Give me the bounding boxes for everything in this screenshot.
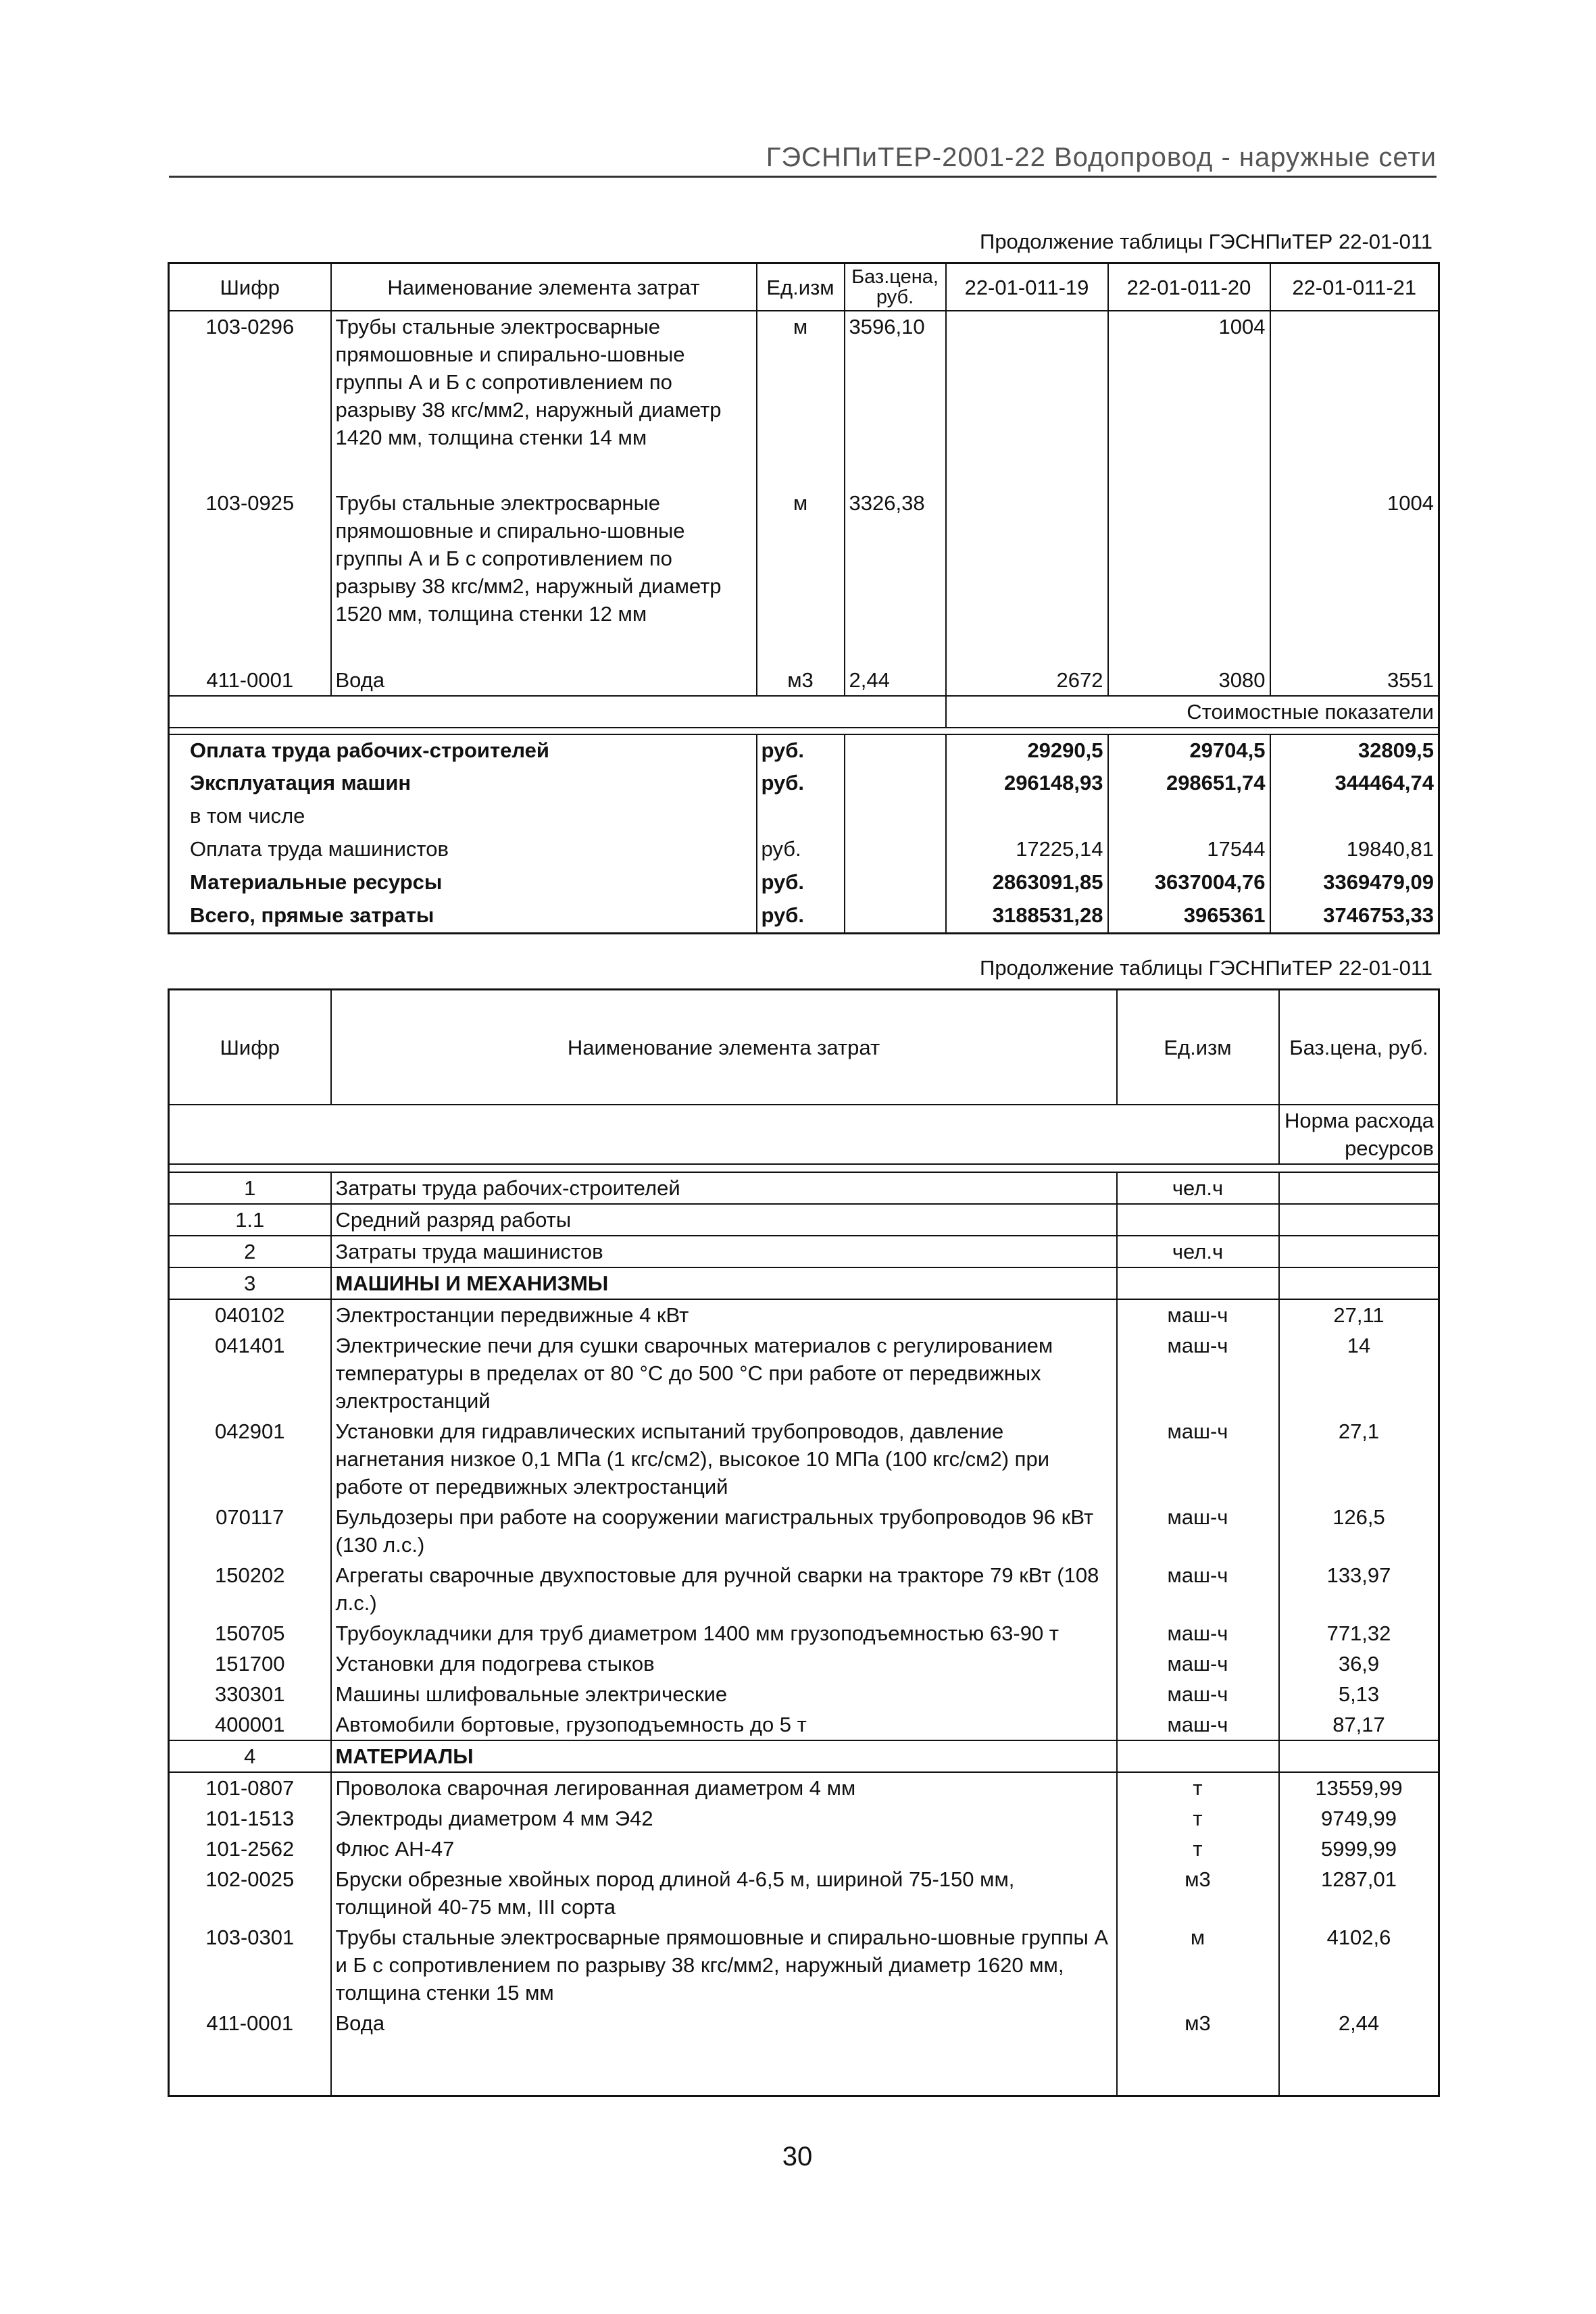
- row-price: 126,5: [1279, 1502, 1439, 1560]
- cost-row: [169, 867, 1439, 900]
- table2-column-header: Наименование элемента затрат: [331, 990, 1117, 1105]
- row-unit: маш-ч: [1117, 1618, 1279, 1649]
- row-unit: маш-ч: [1117, 1416, 1279, 1502]
- cost-value-21: 3369479,09: [1270, 867, 1439, 900]
- cost-value-19: 3188531,28: [946, 900, 1108, 933]
- cost-value-19: 2863091,85: [946, 867, 1108, 900]
- table-row: [169, 1172, 1439, 1204]
- row-name: Трубоукладчики для труб диаметром 1400 мм грузоподъемностью 63-90 т: [331, 1618, 1117, 1649]
- row-unit: м3: [757, 665, 845, 696]
- row-price: 5999,99: [1279, 1834, 1439, 1864]
- row-name: Электростанции передвижные 4 кВт: [331, 1299, 1117, 1330]
- cost-name: Всего, прямые затраты: [169, 900, 757, 933]
- running-header-title: ГЭСНПиТЕР-2001-22 Водопровод - наружные сети: [766, 143, 1437, 172]
- row-name: Затраты труда рабочих-строителей: [331, 1172, 1117, 1204]
- table-row: [169, 1834, 1439, 1864]
- row-name: Электрические печи для сушки сварочных материалов с регулированием температуры в пределах от 80 °С до 500 °С при работе от передвижных электростанций: [331, 1330, 1117, 1416]
- row-code: 103-0301: [169, 1922, 331, 2008]
- cost-empty: [845, 834, 946, 867]
- running-header: [169, 143, 1437, 178]
- cost-value-20: 3637004,76: [1108, 867, 1270, 900]
- table-row: [169, 1922, 1439, 2008]
- row-name: Установки для подогрева стыков: [331, 1649, 1117, 1679]
- row-name: Электроды диаметром 4 мм Э42: [331, 1803, 1117, 1834]
- cost-row: [169, 834, 1439, 867]
- row-name: Вода: [331, 2008, 1117, 2096]
- table1-column-header: 22-01-011-19: [946, 263, 1108, 311]
- table-row: [169, 1330, 1439, 1416]
- cost-unit: руб.: [757, 867, 845, 900]
- cost-unit: руб.: [757, 834, 845, 867]
- row-unit: чел.ч: [1117, 1172, 1279, 1204]
- row-name: Бульдозеры при работе на сооружении магистральных трубопроводов 96 кВт (130 л.с.): [331, 1502, 1117, 1560]
- row-unit: м3: [1117, 1864, 1279, 1922]
- cost-value-21: 344464,74: [1270, 768, 1439, 801]
- cost-name: Оплата труда рабочих-строителей: [169, 734, 757, 768]
- table-row: [169, 1299, 1439, 1330]
- resource-table-1: [168, 262, 1440, 934]
- table-row: [169, 488, 1439, 665]
- row-name: Автомобили бортовые, грузоподъемность до 5 т: [331, 1709, 1117, 1740]
- cost-empty: [845, 867, 946, 900]
- row-code: 101-2562: [169, 1834, 331, 1864]
- row-value-19: [946, 311, 1108, 488]
- table-row: [169, 1740, 1439, 1772]
- cost-value-20: 298651,74: [1108, 768, 1270, 801]
- cost-row: [169, 734, 1439, 768]
- table2-column-header: Баз.цена, руб.: [1279, 990, 1439, 1105]
- divider-cell: [169, 728, 1439, 734]
- row-value-19: [946, 488, 1108, 665]
- row-code: 040102: [169, 1299, 331, 1330]
- cost-name: Материальные ресурсы: [169, 867, 757, 900]
- row-unit: чел.ч: [1117, 1236, 1279, 1267]
- row-name: Затраты труда машинистов: [331, 1236, 1117, 1267]
- cost-value-19: 17225,14: [946, 834, 1108, 867]
- row-price: 4102,6: [1279, 1922, 1439, 2008]
- cost-value-20: 29704,5: [1108, 734, 1270, 768]
- row-code: 102-0025: [169, 1864, 331, 1922]
- cost-row: [169, 801, 1439, 834]
- table2-caption: Продолжение таблицы ГЭСНПиТЕР 22-01-011: [980, 956, 1432, 980]
- cost-unit: руб.: [757, 900, 845, 933]
- row-code: 151700: [169, 1649, 331, 1679]
- row-unit: м: [1117, 1922, 1279, 2008]
- row-code: 4: [169, 1740, 331, 1772]
- row-unit: [1117, 1267, 1279, 1299]
- row-code: 411-0001: [169, 2008, 331, 2096]
- row-price: 5,13: [1279, 1679, 1439, 1709]
- row-price: 2,44: [1279, 2008, 1439, 2096]
- row-price: [1279, 1740, 1439, 1772]
- row-unit: [1117, 1204, 1279, 1236]
- row-name: Машины шлифовальные электрические: [331, 1679, 1117, 1709]
- row-value-20: 1004: [1108, 311, 1270, 488]
- row-price: 27,11: [1279, 1299, 1439, 1330]
- table-row: [169, 1618, 1439, 1649]
- row-price: 36,9: [1279, 1649, 1439, 1679]
- table-row: [169, 311, 1439, 488]
- row-value-21: [1270, 311, 1439, 488]
- row-code: 3: [169, 1267, 331, 1299]
- table2-column-header: Ед.изм: [1117, 990, 1279, 1105]
- row-unit: м: [757, 488, 845, 665]
- row-unit: т: [1117, 1772, 1279, 1803]
- row-value-19: 2672: [946, 665, 1108, 696]
- row-code: 150705: [169, 1618, 331, 1649]
- table-row: [169, 1267, 1439, 1299]
- cost-name: Оплата труда машинистов: [169, 834, 757, 867]
- table1-header-row: [169, 263, 1439, 311]
- row-name: Вода: [331, 665, 757, 696]
- row-code: 411-0001: [169, 665, 331, 696]
- row-name: Проволока сварочная легированная диаметром 4 мм: [331, 1772, 1117, 1803]
- cost-row: [169, 768, 1439, 801]
- table-row: [169, 1236, 1439, 1267]
- row-code: 070117: [169, 1502, 331, 1560]
- row-code: 103-0925: [169, 488, 331, 665]
- table-row: [169, 665, 1439, 696]
- table-row: [169, 1709, 1439, 1740]
- table2-column-header: Шифр: [169, 990, 331, 1105]
- row-name: Установки для гидравлических испытаний трубопроводов, давление нагнетания низкое 0,1 МПа (1 кгс/см2), высокое 10 МПа (100 кгс/см2) при работе от передвижных электростанций: [331, 1416, 1117, 1502]
- row-price: 771,32: [1279, 1618, 1439, 1649]
- table-row: [169, 1772, 1439, 1803]
- table1-caption: Продолжение таблицы ГЭСНПиТЕР 22-01-011: [980, 230, 1432, 253]
- table-row: [169, 1416, 1439, 1502]
- row-code: 103-0296: [169, 311, 331, 488]
- row-price: 87,17: [1279, 1709, 1439, 1740]
- row-name: Трубы стальные электросварные прямошовные и спирально-шовные группы А и Б с сопротивлением по разрыву 38 кгс/мм2, наружный диаметр 1520 мм, толщина стенки 12 мм: [331, 488, 757, 665]
- table-row: [169, 1679, 1439, 1709]
- row-unit: маш-ч: [1117, 1330, 1279, 1416]
- row-code: 150202: [169, 1560, 331, 1618]
- row-price: 13559,99: [1279, 1772, 1439, 1803]
- cost-empty: [845, 900, 946, 933]
- row-unit: м: [757, 311, 845, 488]
- row-value-20: [1108, 488, 1270, 665]
- divider: [169, 1164, 1439, 1172]
- table1-column-header: Шифр: [169, 263, 331, 311]
- row-code: 041401: [169, 1330, 331, 1416]
- cost-value-21: 3746753,33: [1270, 900, 1439, 933]
- row-name: Бруски обрезные хвойных пород длиной 4-6,5 м, шириной 75-150 мм, толщиной 40-75 мм, III сорта: [331, 1864, 1117, 1922]
- row-unit: т: [1117, 1803, 1279, 1834]
- cost-empty: [845, 768, 946, 801]
- row-unit: маш-ч: [1117, 1502, 1279, 1560]
- row-unit: м3: [1117, 2008, 1279, 2096]
- row-price: [1279, 1172, 1439, 1204]
- row-unit: маш-ч: [1117, 1649, 1279, 1679]
- table-row: [169, 1864, 1439, 1922]
- table-row: [169, 1649, 1439, 1679]
- table-row: [169, 1502, 1439, 1560]
- row-unit: [1117, 1740, 1279, 1772]
- row-code: 101-0807: [169, 1772, 331, 1803]
- cost-row: [169, 900, 1439, 933]
- cost-unit: [757, 801, 845, 834]
- row-name: Агрегаты сварочные двухпостовые для ручной сварки на тракторе 79 кВт (108 л.с.): [331, 1560, 1117, 1618]
- cost-value-21: 19840,81: [1270, 834, 1439, 867]
- row-code: 400001: [169, 1709, 331, 1740]
- resource-table-2: [168, 988, 1440, 2097]
- row-price: 3596,10: [845, 311, 946, 488]
- table-row: [169, 1204, 1439, 1236]
- row-price: [1279, 1267, 1439, 1299]
- table2-header-row: [169, 990, 1439, 1105]
- row-code: 042901: [169, 1416, 331, 1502]
- row-price: 2,44: [845, 665, 946, 696]
- cost-name: Эксплуатация машин: [169, 768, 757, 801]
- cost-indicators-row: [169, 696, 1439, 728]
- cost-value-20: [1108, 801, 1270, 834]
- table-row: [169, 1803, 1439, 1834]
- cost-unit: руб.: [757, 768, 845, 801]
- table1-column-header: 22-01-011-20: [1108, 263, 1270, 311]
- table-row: [169, 2008, 1439, 2096]
- cost-value-21: [1270, 801, 1439, 834]
- row-unit: маш-ч: [1117, 1709, 1279, 1740]
- row-name: Флюс АН-47: [331, 1834, 1117, 1864]
- row-name: Трубы стальные электросварные прямошовные и спирально-шовные группы А и Б с сопротивлением по разрыву 38 кгс/мм2, наружный диаметр 1420 мм, толщина стенки 14 мм: [331, 311, 757, 488]
- cost-indicators-label: Стоимостные показатели: [946, 696, 1439, 728]
- row-code: 1: [169, 1172, 331, 1204]
- row-value-20: 3080: [1108, 665, 1270, 696]
- row-unit: маш-ч: [1117, 1560, 1279, 1618]
- row-price: 3326,38: [845, 488, 946, 665]
- row-unit: т: [1117, 1834, 1279, 1864]
- table-row: [169, 1560, 1439, 1618]
- cost-value-19: 296148,93: [946, 768, 1108, 801]
- row-price: 1287,01: [1279, 1864, 1439, 1922]
- table1-column-header: Ед.изм: [757, 263, 845, 311]
- table1-column-header: Баз.цена, руб.: [845, 263, 946, 311]
- cost-unit: руб.: [757, 734, 845, 768]
- row-price: 14: [1279, 1330, 1439, 1416]
- table1-column-header: 22-01-011-21: [1270, 263, 1439, 311]
- divider-cell: [169, 1164, 1439, 1172]
- row-price: [1279, 1236, 1439, 1267]
- norma-header-row: [169, 1105, 1439, 1164]
- row-price: [1279, 1204, 1439, 1236]
- row-code: 330301: [169, 1679, 331, 1709]
- cost-name: в том числе: [169, 801, 757, 834]
- row-name: Средний разряд работы: [331, 1204, 1117, 1236]
- cost-value-20: 17544: [1108, 834, 1270, 867]
- cost-empty: [845, 801, 946, 834]
- row-code: 1.1: [169, 1204, 331, 1236]
- row-unit: маш-ч: [1117, 1299, 1279, 1330]
- cost-value-20: 3965361: [1108, 900, 1270, 933]
- cost-indicators-spacer: [169, 696, 946, 728]
- cost-value-21: 32809,5: [1270, 734, 1439, 768]
- cost-value-19: 29290,5: [946, 734, 1108, 768]
- norma-spacer: [169, 1105, 1279, 1164]
- row-price: 133,97: [1279, 1560, 1439, 1618]
- row-name: МАШИНЫ И МЕХАНИЗМЫ: [331, 1267, 1117, 1299]
- row-price: 27,1: [1279, 1416, 1439, 1502]
- norma-label: Норма расхода ресурсов: [1279, 1105, 1439, 1164]
- cost-value-19: [946, 801, 1108, 834]
- row-value-21: 1004: [1270, 488, 1439, 665]
- row-name: МАТЕРИАЛЫ: [331, 1740, 1117, 1772]
- row-price: 9749,99: [1279, 1803, 1439, 1834]
- divider: [169, 728, 1439, 734]
- row-code: 2: [169, 1236, 331, 1267]
- row-unit: маш-ч: [1117, 1679, 1279, 1709]
- row-value-21: 3551: [1270, 665, 1439, 696]
- row-code: 101-1513: [169, 1803, 331, 1834]
- cost-empty: [845, 734, 946, 768]
- table1-column-header: Наименование элемента затрат: [331, 263, 757, 311]
- row-name: Трубы стальные электросварные прямошовные и спирально-шовные группы А и Б с сопротивлением по разрыву 38 кгс/мм2, наружный диаметр 1620 мм, толщина стенки 15 мм: [331, 1922, 1117, 2008]
- page-number: 30: [782, 2142, 813, 2171]
